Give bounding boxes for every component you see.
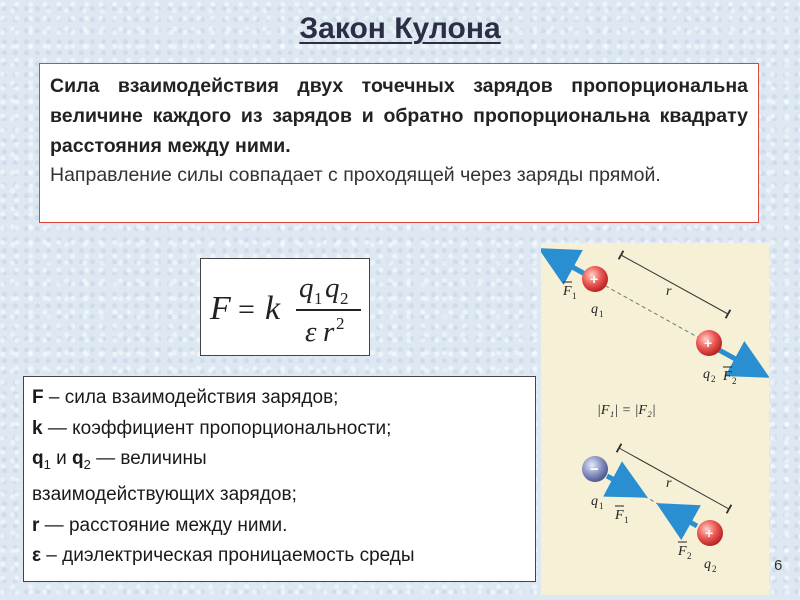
- top-q2-sub: 2: [711, 374, 716, 384]
- top-f1-label: F: [563, 284, 572, 299]
- top-charge-2-sign: +: [704, 335, 713, 351]
- top-f1-sub: 1: [572, 291, 577, 301]
- bottom-charge-2-sign: +: [705, 525, 714, 541]
- bottom-q1-sub: 1: [599, 501, 604, 511]
- page-number: 6: [774, 557, 783, 574]
- top-q2-label: q: [703, 367, 710, 382]
- legend-q1-sub: 1: [43, 456, 51, 472]
- top-f2-label: F: [723, 369, 732, 384]
- legend-q-text-2: взаимодействующих зарядов;: [32, 484, 297, 506]
- bottom-q2-sub: 2: [712, 564, 717, 574]
- legend-q2-sub: 2: [83, 456, 91, 472]
- top-distance-line: [621, 255, 728, 314]
- slide-title-text: Закон Кулона: [299, 12, 501, 45]
- legend-r-symbol: r: [32, 514, 40, 536]
- legend-q1-symbol: q: [32, 448, 44, 469]
- bottom-charge-1-sign: −: [590, 461, 599, 478]
- legend-q2-symbol: q: [72, 448, 84, 469]
- legend-line-q: [32, 444, 527, 480]
- legend-f-text: – сила взаимодействия зарядов;: [43, 387, 339, 408]
- bottom-q2-label: q: [704, 557, 711, 572]
- bottom-f2-sub: 2: [687, 551, 692, 561]
- formula-r: r: [323, 316, 335, 348]
- definition-bold-text: Сила взаимодействия двух точечных зарядов пропорциональна величине каждого из зарядов и обратно пропорциональна квадрату расстояния между ними.: [50, 75, 748, 157]
- formula-epsilon: ε: [305, 316, 317, 348]
- legend-k-symbol: k: [32, 417, 43, 439]
- formula-q2-sub: 2: [340, 289, 349, 308]
- top-axis-line: [593, 279, 710, 344]
- legend-q-and: и: [50, 448, 73, 469]
- legend-r-text: — расстояние между ними.: [39, 514, 288, 536]
- top-q1-label: q: [591, 302, 598, 317]
- definition-plain-text: Направление силы совпадает с проходящей через заряды прямой.: [50, 164, 661, 186]
- formula-f: F: [210, 290, 231, 327]
- formula-r-power: 2: [336, 314, 345, 333]
- bottom-f1-sub: 1: [624, 515, 629, 525]
- legend-box: [23, 376, 536, 582]
- legend-line-f: [32, 383, 527, 414]
- legend-k-text: — коэффициент пропорциональности;: [42, 417, 392, 439]
- bottom-f2-label: F: [678, 544, 687, 559]
- legend-eps-text: – диэлектрическая проницаемость среды: [41, 545, 415, 567]
- charges-figure: [541, 243, 769, 595]
- legend-line-k: [32, 414, 527, 445]
- formula-k: k: [265, 290, 281, 327]
- formula-q2: q: [325, 272, 340, 304]
- bottom-distance-line: [619, 448, 729, 509]
- bottom-pair: [582, 448, 729, 574]
- formula-box: [200, 258, 370, 356]
- formula-q1-sub: 1: [314, 289, 323, 308]
- legend-q-text-1: — величины: [90, 448, 207, 469]
- bottom-f1-arrow: [607, 476, 639, 493]
- top-f1-arrow: [547, 253, 585, 274]
- coulomb-formula: [201, 259, 369, 355]
- formula-q1: q: [299, 272, 314, 304]
- legend-eps-symbol: ε: [32, 545, 42, 567]
- formula-equals: =: [238, 293, 255, 326]
- legend-line-r: [32, 511, 527, 542]
- top-r-label: r: [666, 284, 672, 299]
- legend-line-eps: [32, 541, 527, 572]
- charges-diagram: [541, 243, 769, 595]
- top-f2-sub: 2: [732, 376, 737, 386]
- top-pair: [547, 253, 761, 386]
- legend-f-symbol: F: [32, 387, 44, 408]
- bottom-r-label: r: [666, 476, 672, 491]
- slide-title: [0, 12, 800, 46]
- bottom-q1-label: q: [591, 494, 598, 509]
- bottom-f1-label: F: [615, 508, 624, 523]
- top-q1-sub: 1: [599, 309, 604, 319]
- force-equality: |F₁| = |F₂|: [597, 403, 656, 418]
- legend-line-q-cont: [32, 480, 527, 511]
- bottom-f2-arrow: [665, 508, 697, 526]
- definition-box: [39, 63, 759, 223]
- top-charge-1-sign: +: [590, 271, 599, 287]
